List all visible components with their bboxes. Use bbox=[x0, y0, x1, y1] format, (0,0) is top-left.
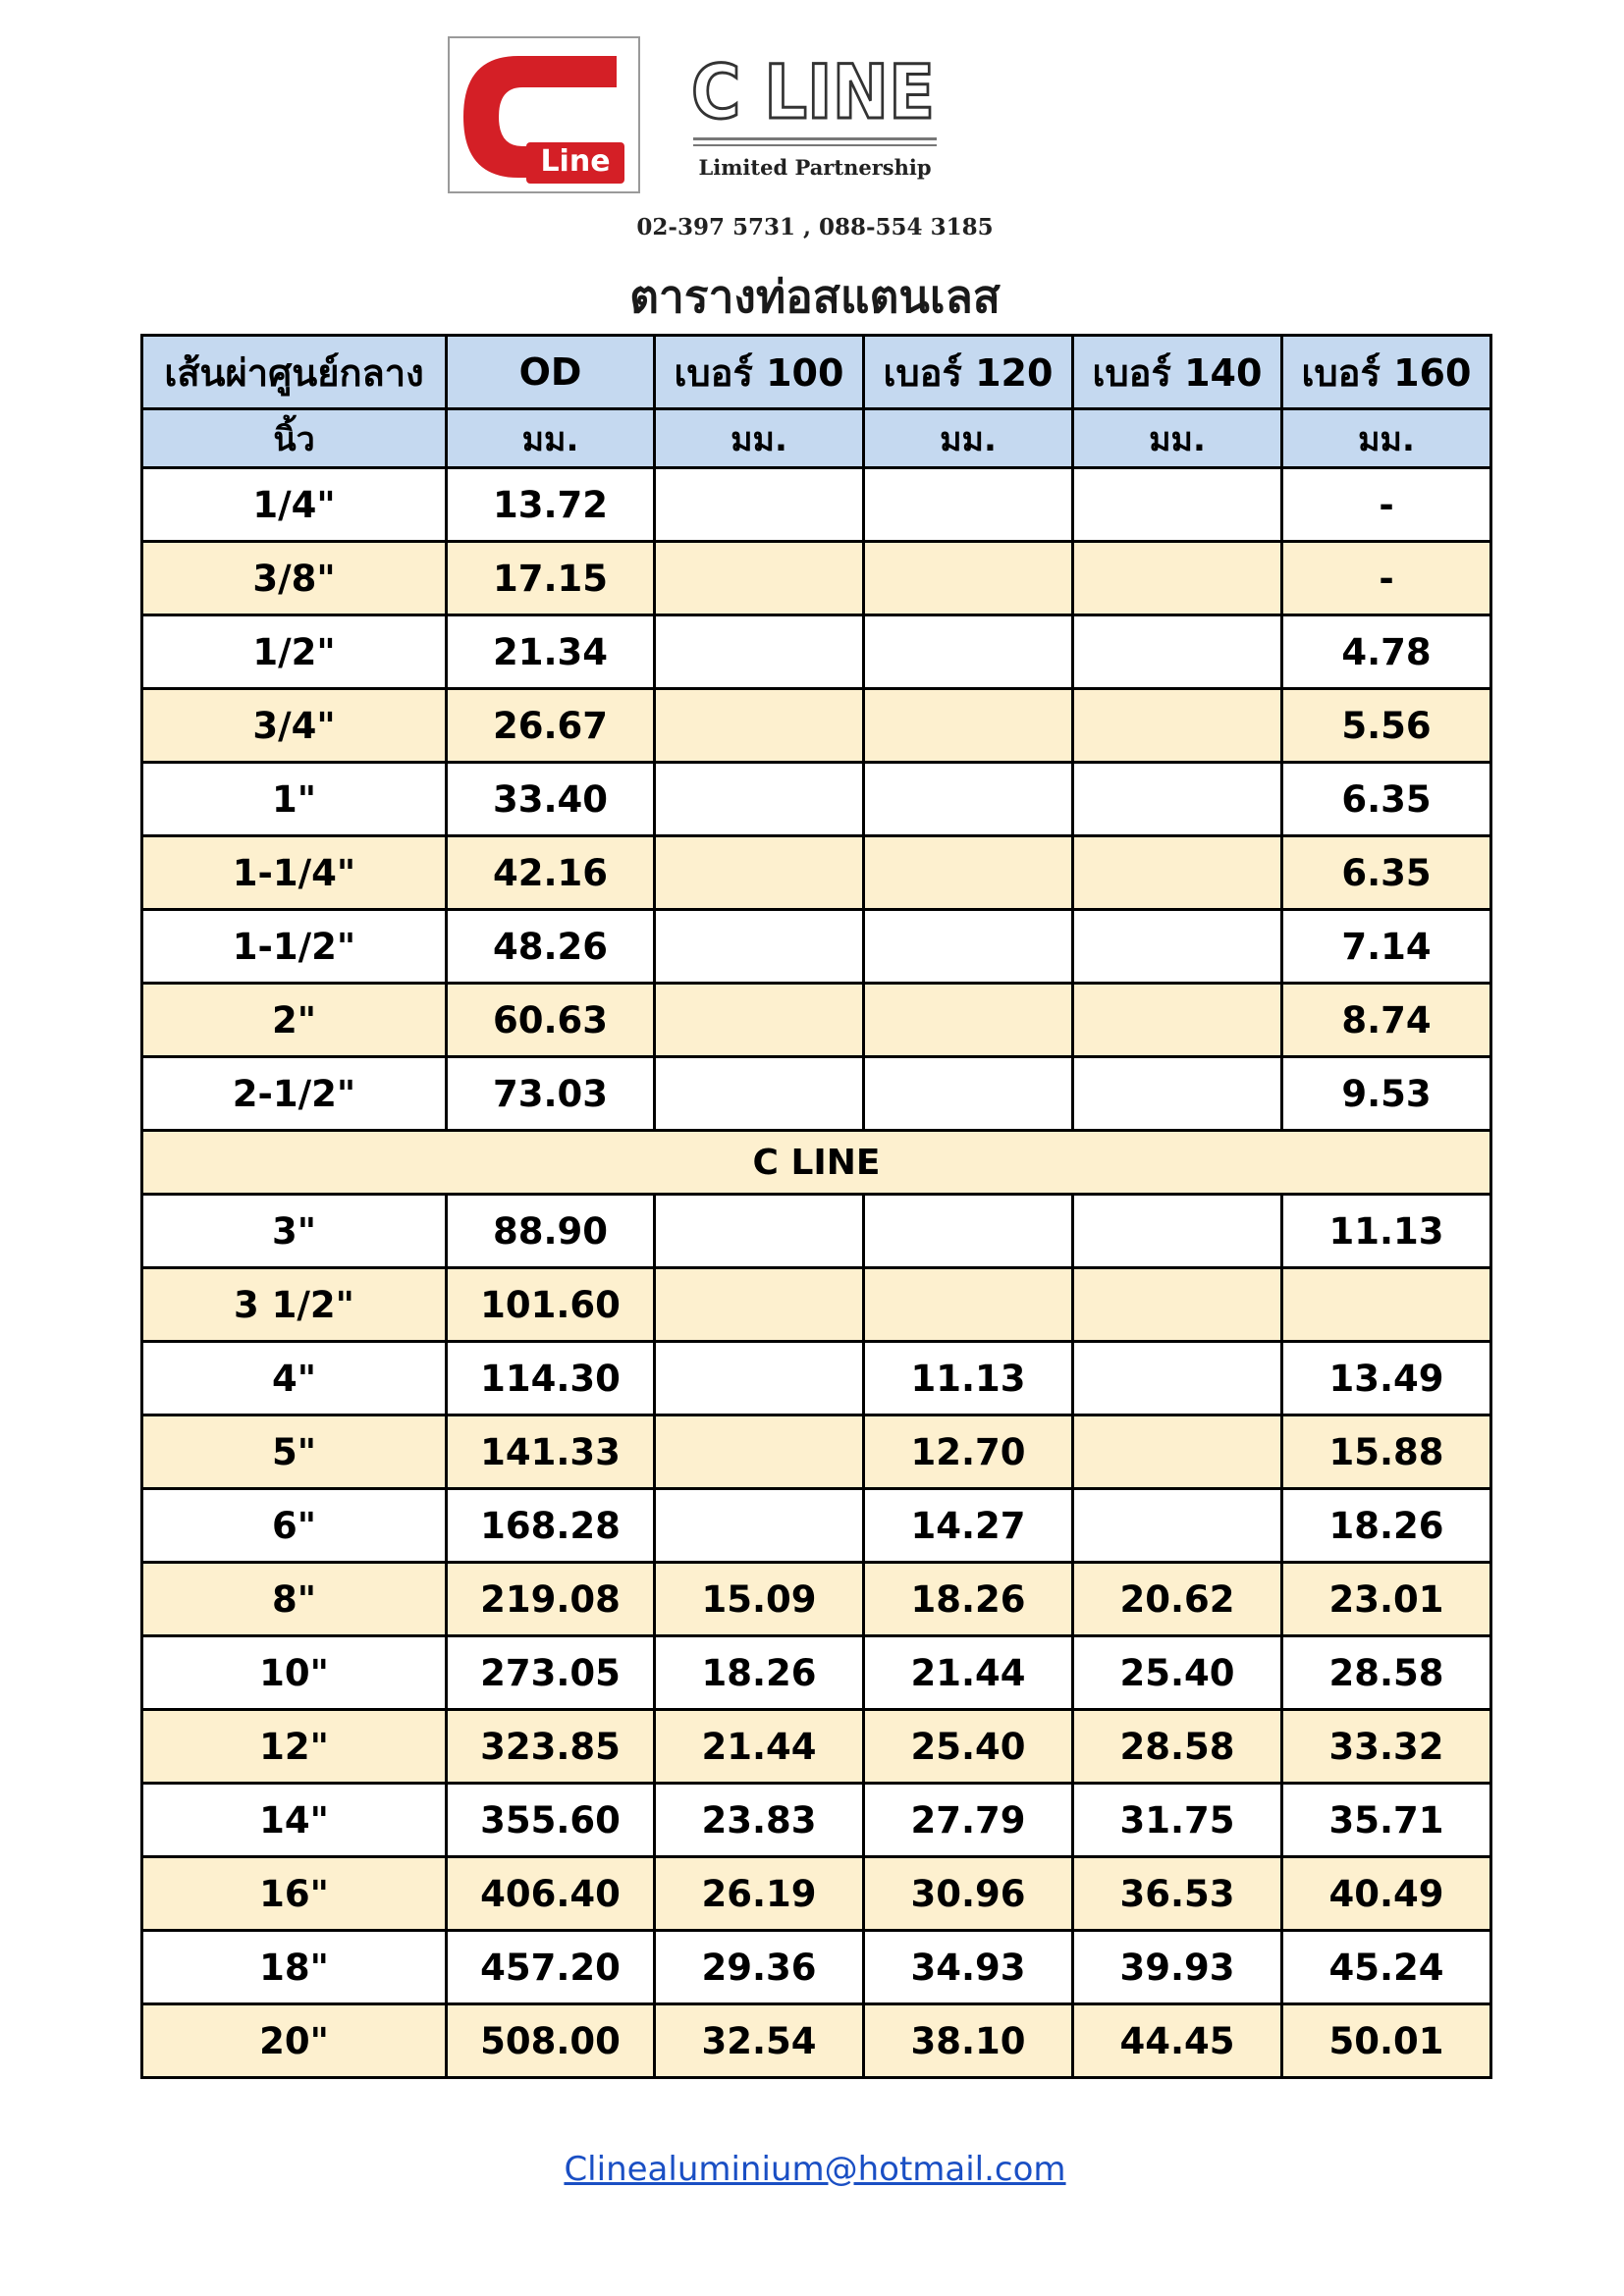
value-cell: 21.44 bbox=[655, 1710, 864, 1784]
value-cell: 13.49 bbox=[1282, 1342, 1491, 1415]
table-row bbox=[142, 542, 1491, 615]
value-cell: 20.62 bbox=[1073, 1563, 1282, 1636]
value-cell bbox=[1073, 615, 1282, 689]
unit-cell: มม. bbox=[447, 409, 655, 468]
table-row bbox=[142, 2004, 1491, 2078]
logo-text: Line bbox=[540, 144, 611, 179]
table-row bbox=[142, 984, 1491, 1057]
header-cell: เบอร์ 160 bbox=[1282, 336, 1491, 409]
size-cell: 6" bbox=[142, 1489, 447, 1563]
table-row bbox=[142, 1195, 1491, 1268]
brand-rule bbox=[693, 144, 937, 146]
value-cell: 457.20 bbox=[447, 1931, 655, 2004]
table-row bbox=[142, 689, 1491, 763]
value-cell: 36.53 bbox=[1073, 1857, 1282, 1931]
size-cell: 10" bbox=[142, 1636, 447, 1710]
value-cell: 29.36 bbox=[655, 1931, 864, 2004]
value-cell bbox=[655, 836, 864, 910]
value-cell: 25.40 bbox=[864, 1710, 1073, 1784]
section-divider-row bbox=[142, 1131, 1491, 1195]
size-cell: 3/8" bbox=[142, 542, 447, 615]
value-cell: 42.16 bbox=[447, 836, 655, 910]
size-cell: 16" bbox=[142, 1857, 447, 1931]
table-row bbox=[142, 1415, 1491, 1489]
value-cell: 35.71 bbox=[1282, 1784, 1491, 1857]
value-cell: 21.44 bbox=[864, 1636, 1073, 1710]
size-cell: 14" bbox=[142, 1784, 447, 1857]
value-cell bbox=[655, 1268, 864, 1342]
size-cell: 3 1/2" bbox=[142, 1268, 447, 1342]
value-cell: 114.30 bbox=[447, 1342, 655, 1415]
value-cell: 50.01 bbox=[1282, 2004, 1491, 2078]
value-cell bbox=[1073, 468, 1282, 542]
value-cell: 73.03 bbox=[447, 1057, 655, 1131]
value-cell: 508.00 bbox=[447, 2004, 655, 2078]
value-cell bbox=[655, 1195, 864, 1268]
table-row bbox=[142, 1710, 1491, 1784]
value-cell bbox=[1073, 763, 1282, 836]
size-cell: 4" bbox=[142, 1342, 447, 1415]
value-cell bbox=[1073, 689, 1282, 763]
value-cell bbox=[1282, 1268, 1491, 1342]
brand-rule bbox=[693, 137, 937, 140]
value-cell: 18.26 bbox=[655, 1636, 864, 1710]
brand-name-outline bbox=[687, 49, 943, 128]
value-cell bbox=[655, 1415, 864, 1489]
value-cell bbox=[1073, 984, 1282, 1057]
value-cell bbox=[1073, 910, 1282, 984]
value-cell bbox=[1073, 1195, 1282, 1268]
unit-row bbox=[142, 409, 1491, 468]
value-cell: 18.26 bbox=[1282, 1489, 1491, 1563]
value-cell: 44.45 bbox=[1073, 2004, 1282, 2078]
value-cell: 15.09 bbox=[655, 1563, 864, 1636]
value-cell: 25.40 bbox=[1073, 1636, 1282, 1710]
size-cell: 2" bbox=[142, 984, 447, 1057]
value-cell bbox=[655, 1489, 864, 1563]
size-cell: 1-1/2" bbox=[142, 910, 447, 984]
table-row bbox=[142, 1636, 1491, 1710]
value-cell bbox=[655, 689, 864, 763]
value-cell bbox=[864, 542, 1073, 615]
value-cell bbox=[655, 910, 864, 984]
value-cell: 21.34 bbox=[447, 615, 655, 689]
table-row bbox=[142, 1784, 1491, 1857]
value-cell: 5.56 bbox=[1282, 689, 1491, 763]
value-cell bbox=[864, 836, 1073, 910]
size-cell: 2-1/2" bbox=[142, 1057, 447, 1131]
value-cell: 15.88 bbox=[1282, 1415, 1491, 1489]
value-cell: 33.40 bbox=[447, 763, 655, 836]
value-cell: 38.10 bbox=[864, 2004, 1073, 2078]
value-cell: 48.26 bbox=[447, 910, 655, 984]
value-cell: 28.58 bbox=[1282, 1636, 1491, 1710]
value-cell: 17.15 bbox=[447, 542, 655, 615]
phone-numbers: 02-397 5731 , 088-554 3185 bbox=[636, 214, 994, 240]
size-cell: 1-1/4" bbox=[142, 836, 447, 910]
brand-subtitle: Limited Partnership bbox=[698, 155, 932, 180]
value-cell: 88.90 bbox=[447, 1195, 655, 1268]
table-row bbox=[142, 1931, 1491, 2004]
value-cell bbox=[1073, 1057, 1282, 1131]
value-cell: 141.33 bbox=[447, 1415, 655, 1489]
value-cell bbox=[1073, 1415, 1282, 1489]
value-cell bbox=[655, 984, 864, 1057]
value-cell bbox=[1073, 1268, 1282, 1342]
value-cell: 18.26 bbox=[864, 1563, 1073, 1636]
size-cell: 3" bbox=[142, 1195, 447, 1268]
value-cell: 27.79 bbox=[864, 1784, 1073, 1857]
contact-email-link[interactable]: Clinealuminium@hotmail.com bbox=[564, 2150, 1066, 2189]
value-cell: 323.85 bbox=[447, 1710, 655, 1784]
value-cell: 11.13 bbox=[1282, 1195, 1491, 1268]
unit-cell: มม. bbox=[864, 409, 1073, 468]
size-cell: 18" bbox=[142, 1931, 447, 2004]
value-cell bbox=[655, 615, 864, 689]
value-cell bbox=[864, 1057, 1073, 1131]
unit-cell: มม. bbox=[655, 409, 864, 468]
value-cell bbox=[1073, 542, 1282, 615]
value-cell: 168.28 bbox=[447, 1489, 655, 1563]
table-row bbox=[142, 1563, 1491, 1636]
header-row bbox=[142, 336, 1491, 409]
value-cell: 13.72 bbox=[447, 468, 655, 542]
value-cell: 273.05 bbox=[447, 1636, 655, 1710]
stainless-pipe-table bbox=[140, 334, 1492, 2079]
size-cell: 3/4" bbox=[142, 689, 447, 763]
value-cell bbox=[864, 763, 1073, 836]
value-cell: 9.53 bbox=[1282, 1057, 1491, 1131]
header-cell: เบอร์ 100 bbox=[655, 336, 864, 409]
value-cell bbox=[864, 910, 1073, 984]
value-cell: 355.60 bbox=[447, 1784, 655, 1857]
value-cell: 26.67 bbox=[447, 689, 655, 763]
value-cell: 32.54 bbox=[655, 2004, 864, 2078]
value-cell: - bbox=[1282, 542, 1491, 615]
value-cell bbox=[655, 542, 864, 615]
value-cell bbox=[655, 1342, 864, 1415]
value-cell: 23.01 bbox=[1282, 1563, 1491, 1636]
header-cell: เบอร์ 140 bbox=[1073, 336, 1282, 409]
value-cell bbox=[655, 1057, 864, 1131]
value-cell: 101.60 bbox=[447, 1268, 655, 1342]
value-cell bbox=[864, 468, 1073, 542]
table-row bbox=[142, 763, 1491, 836]
value-cell: 7.14 bbox=[1282, 910, 1491, 984]
brand-name-block bbox=[687, 49, 943, 128]
value-cell bbox=[864, 984, 1073, 1057]
value-cell: 26.19 bbox=[655, 1857, 864, 1931]
value-cell: 8.74 bbox=[1282, 984, 1491, 1057]
value-cell: 23.83 bbox=[655, 1784, 864, 1857]
value-cell bbox=[1073, 836, 1282, 910]
table-row bbox=[142, 910, 1491, 984]
unit-cell: นิ้ว bbox=[142, 409, 447, 468]
value-cell bbox=[655, 468, 864, 542]
table-row bbox=[142, 1268, 1491, 1342]
size-cell: 1/4" bbox=[142, 468, 447, 542]
value-cell: 31.75 bbox=[1073, 1784, 1282, 1857]
value-cell: 12.70 bbox=[864, 1415, 1073, 1489]
value-cell: 60.63 bbox=[447, 984, 655, 1057]
size-cell: 20" bbox=[142, 2004, 447, 2078]
value-cell: 39.93 bbox=[1073, 1931, 1282, 2004]
section-divider-label: C LINE bbox=[142, 1131, 1491, 1195]
value-cell bbox=[864, 1195, 1073, 1268]
value-cell: 45.24 bbox=[1282, 1931, 1491, 2004]
table-row bbox=[142, 836, 1491, 910]
value-cell: 30.96 bbox=[864, 1857, 1073, 1931]
unit-cell: มม. bbox=[1282, 409, 1491, 468]
size-cell: 1/2" bbox=[142, 615, 447, 689]
value-cell: - bbox=[1282, 468, 1491, 542]
value-cell: 6.35 bbox=[1282, 763, 1491, 836]
value-cell: 28.58 bbox=[1073, 1710, 1282, 1784]
value-cell bbox=[864, 1268, 1073, 1342]
table-row bbox=[142, 468, 1491, 542]
value-cell bbox=[864, 689, 1073, 763]
table-row bbox=[142, 1057, 1491, 1131]
header-cell: เบอร์ 120 bbox=[864, 336, 1073, 409]
page-title: ตารางท่อสแตนเลส bbox=[629, 270, 1001, 323]
table-row bbox=[142, 1342, 1491, 1415]
table-row bbox=[142, 1857, 1491, 1931]
value-cell: 34.93 bbox=[864, 1931, 1073, 2004]
value-cell: 33.32 bbox=[1282, 1710, 1491, 1784]
size-cell: 12" bbox=[142, 1710, 447, 1784]
value-cell: 14.27 bbox=[864, 1489, 1073, 1563]
value-cell: 406.40 bbox=[447, 1857, 655, 1931]
table-row bbox=[142, 615, 1491, 689]
value-cell bbox=[655, 763, 864, 836]
brand-name: C LINE bbox=[691, 49, 935, 128]
value-cell bbox=[864, 615, 1073, 689]
table-row bbox=[142, 1489, 1491, 1563]
header-cell: เส้นผ่าศูนย์กลาง bbox=[142, 336, 447, 409]
size-cell: 8" bbox=[142, 1563, 447, 1636]
value-cell: 11.13 bbox=[864, 1342, 1073, 1415]
size-cell: 5" bbox=[142, 1415, 447, 1489]
size-cell: 1" bbox=[142, 763, 447, 836]
value-cell bbox=[1073, 1489, 1282, 1563]
value-cell: 6.35 bbox=[1282, 836, 1491, 910]
company-logo bbox=[448, 36, 640, 193]
value-cell: 4.78 bbox=[1282, 615, 1491, 689]
unit-cell: มม. bbox=[1073, 409, 1282, 468]
value-cell bbox=[1073, 1342, 1282, 1415]
header-cell: OD bbox=[447, 336, 655, 409]
value-cell: 40.49 bbox=[1282, 1857, 1491, 1931]
value-cell: 219.08 bbox=[447, 1563, 655, 1636]
